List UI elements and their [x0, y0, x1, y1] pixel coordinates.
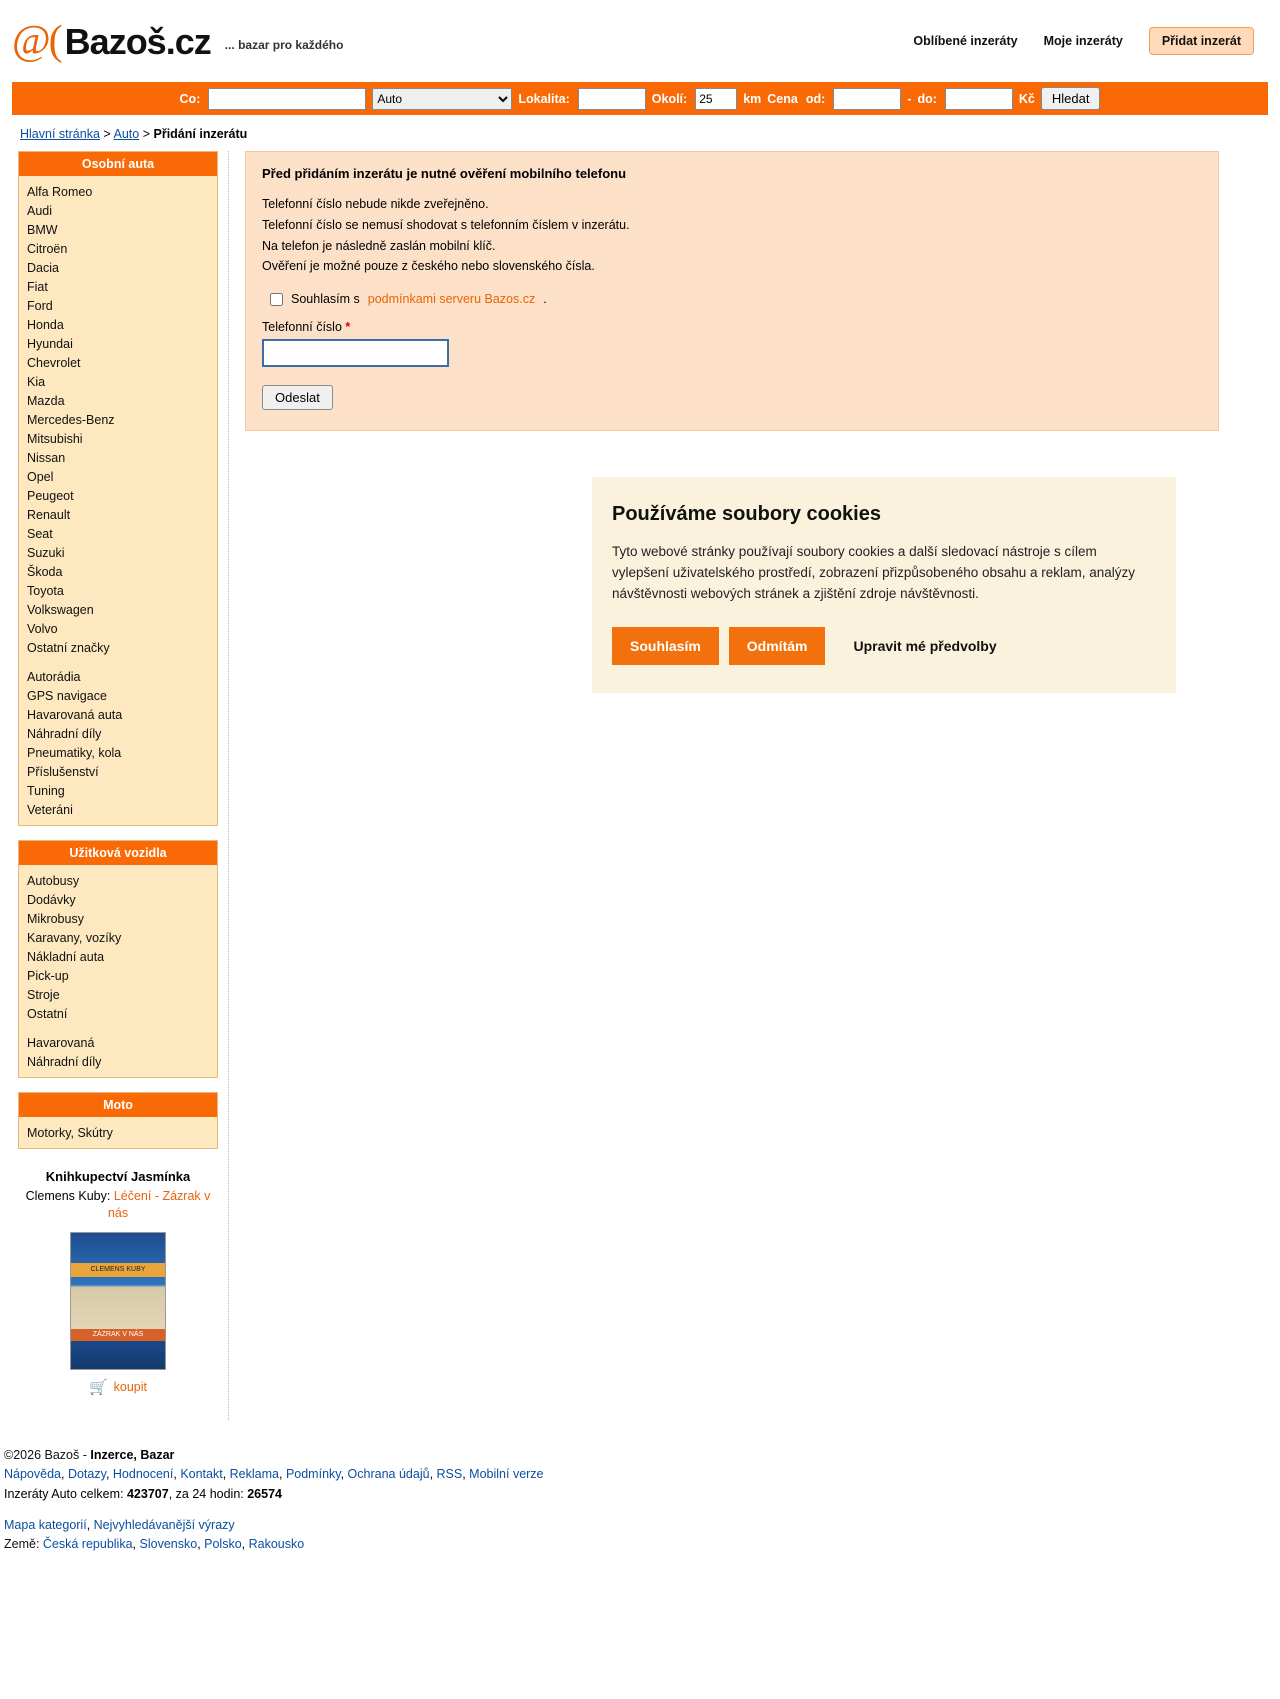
sidebar-item-ford[interactable]: [19, 296, 217, 315]
sidebar-label: Mazda: [27, 393, 65, 408]
consent-suffix: .: [543, 292, 547, 306]
footer-country-pl[interactable]: Polsko: [204, 1537, 242, 1552]
sidebar-spacer: [19, 657, 217, 667]
unit-km: km: [743, 91, 762, 106]
promo-book-link[interactable]: Léčení - Zázrak v nás: [107, 1189, 211, 1220]
promo-author: Clemens Kuby:: [25, 1189, 111, 1203]
terms-link[interactable]: podmínkami serveru Bazos.cz: [367, 292, 536, 306]
search-input[interactable]: [208, 88, 366, 110]
phone-label-row: [262, 320, 1202, 334]
consent-prefix: Souhlasím s: [291, 292, 360, 306]
sidebar-label: Stroje: [27, 987, 60, 1002]
submit-button[interactable]: Odeslat: [262, 385, 333, 410]
sidebar-label: Veteráni: [27, 802, 73, 817]
verification-line-2: Telefonní číslo se nemusí shodovat s telefonním číslem v inzerátu.: [262, 217, 630, 232]
add-ad-button[interactable]: Přidat inzerát: [1149, 27, 1254, 55]
category-select[interactable]: [372, 88, 512, 110]
sidebar-label: Volkswagen: [27, 602, 94, 617]
sidebar-item-tuning[interactable]: [19, 781, 217, 800]
sidebar-label: Karavany, vozíky: [27, 930, 122, 945]
stats-prefix: Inzeráty Auto celkem:: [4, 1486, 127, 1501]
sidebar-item-havarovana[interactable]: [19, 1033, 217, 1052]
verification-lines: [262, 195, 1202, 276]
verification-line-1: Telefonní číslo nebude nikde zveřejněno.: [262, 197, 489, 211]
footer-countries: Země: Česká republika, Slovensko, Polsko, Rakousko: [4, 1537, 305, 1552]
copyright-text: ©2026 Bazoš -: [4, 1447, 91, 1462]
sidebar-item-kia[interactable]: [19, 372, 217, 391]
sidebar-item-ostatni-znacky[interactable]: [19, 638, 217, 657]
sidebar-item-audi[interactable]: [19, 201, 217, 220]
promo-cover-top-text: CLEMENS KUBY: [71, 1263, 165, 1277]
sidebar-item-prislusenstvi[interactable]: [19, 762, 217, 781]
sidebar-label: Ostatní: [27, 1006, 68, 1021]
price-dash: -: [907, 91, 912, 106]
footer-link-reklama[interactable]: Reklama: [229, 1467, 279, 1482]
sidebar-label: Náhradní díly: [27, 1054, 102, 1069]
search-label-od: od:: [805, 91, 826, 106]
sidebar-label: GPS navigace: [27, 688, 107, 703]
stats-total: 423707: [126, 1486, 169, 1501]
sidebar-label: Citroën: [27, 241, 68, 256]
footer-link-nejvyhledavanejsi[interactable]: Nejvyhledávanější výrazy: [93, 1517, 235, 1532]
sidebar-item-pick-up[interactable]: [19, 966, 217, 985]
footer-link-podminky[interactable]: Podmínky: [285, 1467, 341, 1482]
footer-country-sk[interactable]: Slovensko: [139, 1537, 198, 1552]
sidebar-label: Havarovaná: [27, 1035, 95, 1050]
favorites-link[interactable]: Oblíbené inzeráty: [913, 34, 1018, 48]
footer-spacer: [4, 1504, 1280, 1516]
search-label-do: do:: [917, 91, 937, 106]
sidebar-label: Alfa Romeo: [27, 184, 93, 199]
footer-stats: [4, 1485, 1280, 1504]
sidebar-item-dacia[interactable]: [19, 258, 217, 277]
cookie-banner: [592, 477, 1176, 693]
footer-link-ochrana-udaju[interactable]: Ochrana údajů: [347, 1467, 430, 1482]
breadcrumb-current: Přidání inzerátu: [153, 127, 248, 141]
sidebar-label: BMW: [27, 222, 58, 237]
footer-link-hodnoceni[interactable]: Hodnocení: [112, 1467, 174, 1482]
verification-title: Před přidáním inzerátu je nutné ověření mobilního telefonu: [262, 166, 627, 181]
price-from-input[interactable]: [833, 88, 901, 110]
sidebar-item-nissan[interactable]: [19, 448, 217, 467]
sidebar-label: Příslušenství: [27, 764, 99, 779]
sidebar-label: Seat: [27, 526, 53, 541]
stats-day: 26574: [247, 1486, 282, 1501]
sidebar-item-gps-navigace[interactable]: [19, 686, 217, 705]
sidebar-item-opel[interactable]: [19, 467, 217, 486]
footer-link-dotazy[interactable]: Dotazy: [67, 1467, 106, 1482]
sidebar-label: Mercedes-Benz: [27, 412, 115, 427]
site-logo[interactable]: [12, 17, 211, 64]
cookie-customize-button[interactable]: Upravit mé předvolby: [835, 627, 1014, 665]
promo-buy-row: [18, 1378, 218, 1396]
sidebar-label: Motorky, Skútry: [27, 1125, 113, 1140]
footer-link-mobilni-verze[interactable]: Mobilní verze: [469, 1467, 544, 1482]
footer-link-rss[interactable]: RSS: [436, 1467, 463, 1482]
sidebar-label: Audi: [27, 203, 53, 218]
cookie-reject-button[interactable]: Odmítám: [729, 627, 826, 665]
site-slogan: ... bazar pro každého: [224, 38, 344, 52]
sidebar-label: Nissan: [27, 450, 66, 465]
footer-copyright: [4, 1446, 1280, 1465]
sidebar-item-autoradia[interactable]: [19, 667, 217, 686]
sidebar-item-karavany-voziky[interactable]: [19, 928, 217, 947]
sidebar-item-mitsubishi[interactable]: [19, 429, 217, 448]
sidebar-item-ostatni[interactable]: [19, 1004, 217, 1023]
sidebar-item-veterani[interactable]: [19, 800, 217, 819]
sidebar-item-nahradni-dily-uzitkova[interactable]: [19, 1052, 217, 1071]
category-box-moto: [18, 1092, 218, 1149]
sidebar-item-suzuki[interactable]: [19, 543, 217, 562]
sidebar-item-havarovana-auta[interactable]: [19, 705, 217, 724]
sidebar-item-peugeot[interactable]: [19, 486, 217, 505]
footer-link-mapa-kategorii[interactable]: Mapa kategorií: [4, 1517, 87, 1532]
category-title-moto: Moto: [19, 1093, 217, 1117]
cart-icon: 🛒: [88, 1378, 108, 1396]
sidebar-label: Ostatní značky: [27, 640, 110, 655]
radius-input[interactable]: [695, 88, 737, 110]
at-icon: @(: [12, 17, 61, 64]
promo-buy-link[interactable]: koupit: [113, 1379, 148, 1394]
sidebar-item-citroen[interactable]: [19, 239, 217, 258]
sidebar-item-toyota[interactable]: [19, 581, 217, 600]
sidebar-item-bmw[interactable]: [19, 220, 217, 239]
sidebar-label: Škoda: [27, 564, 63, 579]
sidebar-item-volkswagen[interactable]: [19, 600, 217, 619]
my-ads-link[interactable]: Moje inzeráty: [1043, 34, 1123, 48]
cookie-buttons: [612, 627, 1146, 665]
sidebar-item-nahradni-dily[interactable]: [19, 724, 217, 743]
breadcrumb-sep-1: >: [103, 127, 111, 141]
terms-consent-row: [270, 292, 1202, 306]
sidebar-item-fiat[interactable]: [19, 277, 217, 296]
locality-input[interactable]: [578, 88, 646, 110]
sidebar-item-skoda[interactable]: [19, 562, 217, 581]
breadcrumb-auto[interactable]: Auto: [113, 127, 140, 141]
sidebar-label: Dacia: [27, 260, 59, 275]
stats-mid: , za 24 hodin:: [168, 1486, 248, 1501]
sidebar-label: Havarovaná auta: [27, 707, 123, 722]
sidebar: [18, 151, 229, 1420]
footer-links: Nápověda, Dotazy, Hodnocení, Kontakt, Reklama, Podmínky, Ochrana údajů, RSS, Mobilní verze: [4, 1467, 544, 1482]
search-bar: [12, 82, 1268, 115]
sidebar-label: Pneumatiky, kola: [27, 745, 122, 760]
sidebar-label: Autobusy: [27, 873, 80, 888]
phone-input[interactable]: [262, 339, 449, 367]
sidebar-label: Autorádia: [27, 669, 81, 684]
sidebar-item-mazda[interactable]: [19, 391, 217, 410]
sidebar-item-autobusy[interactable]: [19, 871, 217, 890]
search-label-lokalita: Lokalita:: [518, 91, 570, 106]
sidebar-label: Opel: [27, 469, 54, 484]
promo-subtitle: [18, 1188, 218, 1222]
search-label-cena: Cena: [767, 91, 798, 106]
footer-link-napoveda[interactable]: Nápověda: [4, 1467, 61, 1482]
sidebar-label: Kia: [27, 374, 46, 389]
sidebar-item-honda[interactable]: [19, 315, 217, 334]
main-content: [229, 151, 1264, 431]
sidebar-item-motorky-skutry[interactable]: [19, 1123, 217, 1142]
required-marker: *: [345, 320, 351, 334]
sidebar-item-hyundai[interactable]: [19, 334, 217, 353]
verification-line-4: Ověření je možné pouze z českého nebo slovenského čísla.: [262, 259, 595, 274]
sidebar-label: Dodávky: [27, 892, 76, 907]
cookie-title: Používáme soubory cookies: [612, 503, 881, 525]
cookie-text: Tyto webové stránky používají soubory cookies a další sledovací nástroje s cílem vylepšení uživatelského prostředí, zobrazení přizpůsobeného obsahu a reklam, analýzy návštěvnosti webových stránek a zjištění zdroje návštěvnosti.: [612, 544, 1136, 601]
sidebar-label: Pick-up: [27, 968, 69, 983]
category-list-moto: [19, 1117, 217, 1148]
sidebar-item-dodavky[interactable]: [19, 890, 217, 909]
sidebar-label: Chevrolet: [27, 355, 81, 370]
cookie-accept-button[interactable]: Souhlasím: [612, 627, 719, 665]
sidebar-label: Suzuki: [27, 545, 65, 560]
sidebar-label: Volvo: [27, 621, 58, 636]
header-nav: [913, 27, 1268, 55]
breadcrumb-home[interactable]: Hlavní stránka: [20, 127, 100, 141]
sidebar-label: Toyota: [27, 583, 64, 598]
search-label-okoli: Okolí:: [651, 91, 688, 106]
sidebar-label: Fiat: [27, 279, 48, 294]
sidebar-item-volvo[interactable]: [19, 619, 217, 638]
sidebar-item-renault[interactable]: [19, 505, 217, 524]
search-label-co: Co:: [179, 91, 201, 106]
promo-cover-bottom-text: ZÁZRAK V NÁS: [71, 1329, 165, 1341]
sidebar-item-nakladni-auta[interactable]: [19, 947, 217, 966]
sidebar-item-pneumatiky-kola[interactable]: [19, 743, 217, 762]
sidebar-label: Peugeot: [27, 488, 74, 503]
price-to-input[interactable]: [945, 88, 1013, 110]
sidebar-label: Mitsubishi: [27, 431, 83, 446]
promo-book-cover[interactable]: [70, 1232, 166, 1370]
sidebar-label: Mikrobusy: [27, 911, 84, 926]
breadcrumb: [0, 115, 1280, 151]
logo-text: Bazoš.cz: [64, 20, 211, 62]
copyright-bold: Inzerce, Bazar: [90, 1447, 175, 1462]
sidebar-label: Honda: [27, 317, 64, 332]
sidebar-item-mikrobusy[interactable]: [19, 909, 217, 928]
breadcrumb-sep-2: >: [142, 127, 151, 141]
sidebar-item-alfa-romeo[interactable]: [19, 182, 217, 201]
category-box-uzitkova-vozidla: [18, 840, 218, 1078]
sidebar-item-chevrolet[interactable]: [19, 353, 217, 372]
category-title-uzitkova-vozidla: Užitková vozidla: [19, 841, 217, 865]
footer-map-links: Mapa kategorií, Nejvyhledávanější výrazy: [4, 1517, 235, 1532]
terms-checkbox[interactable]: [270, 293, 283, 306]
sidebar-label: Renault: [27, 507, 71, 522]
footer-link-kontakt[interactable]: Kontakt: [180, 1467, 223, 1482]
sidebar-item-seat[interactable]: [19, 524, 217, 543]
site-header: [0, 0, 1280, 82]
search-button[interactable]: Hledat: [1041, 87, 1101, 110]
unit-kc: Kč: [1018, 91, 1035, 106]
phone-verification-panel: [245, 151, 1219, 431]
sidebar-label: Hyundai: [27, 336, 73, 351]
footer-country-cz[interactable]: Česká republika: [42, 1537, 133, 1552]
sidebar-spacer: [19, 1023, 217, 1033]
countries-label: Země:: [4, 1537, 43, 1552]
promo-title: Knihkupectví Jasmínka: [45, 1169, 191, 1184]
sidebar-label: Náhradní díly: [27, 726, 102, 741]
sidebar-label: Ford: [27, 298, 53, 313]
verification-line-3: Na telefon je následně zaslán mobilní klíč.: [262, 238, 496, 253]
category-list-uzitkova-vozidla: [19, 865, 217, 1077]
footer-country-at[interactable]: Rakousko: [248, 1537, 305, 1552]
promo-block: [18, 1169, 218, 1420]
phone-label: Telefonní číslo: [262, 320, 342, 334]
category-title-osobni-auta: Osobní auta: [19, 152, 217, 176]
sidebar-label: Nákladní auta: [27, 949, 105, 964]
category-box-osobni-auta: [18, 151, 218, 826]
sidebar-item-mercedes-benz[interactable]: [19, 410, 217, 429]
body-wrap: [0, 151, 1280, 1420]
category-list-osobni-auta: [19, 176, 217, 825]
sidebar-item-stroje[interactable]: [19, 985, 217, 1004]
site-footer: [0, 1434, 1280, 1571]
sidebar-label: Tuning: [27, 783, 65, 798]
